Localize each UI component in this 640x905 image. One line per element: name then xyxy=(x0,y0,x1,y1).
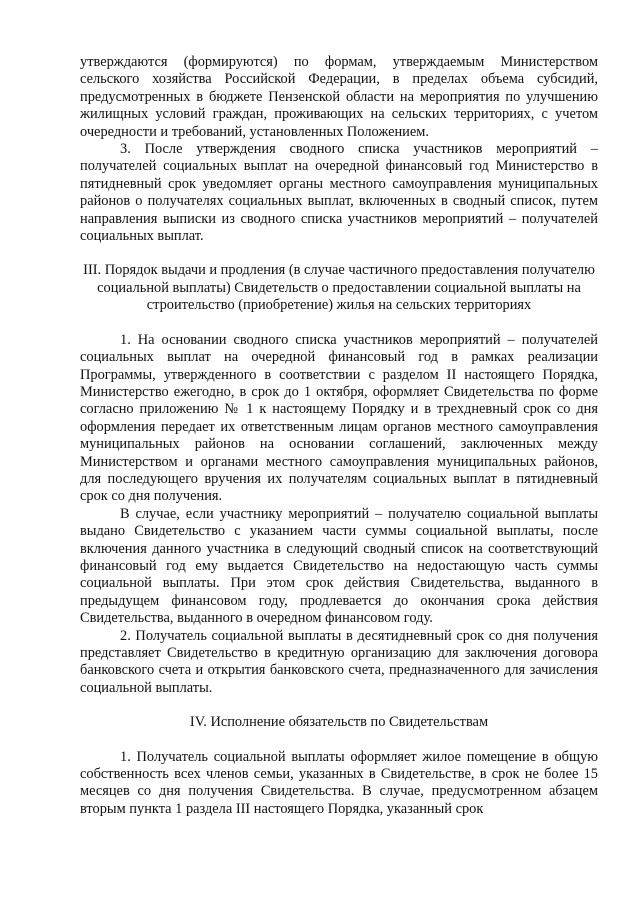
spacer xyxy=(80,315,598,332)
section-3-heading: III. Порядок выдачи и продления (в случае частичного предоставления получателю социальной выплаты) Свидетельств о предоставлении социальной выплаты на строительство (приобретение) жилья на сельских территориях xyxy=(83,262,595,314)
section-4-heading: IV. Исполнение обязательств по Свидетельствам xyxy=(189,714,489,731)
spacer xyxy=(80,697,598,714)
section-3-paragraph-1: 1. На основании сводного списка участников мероприятий – получателей социальных выплат на очередной финансовый год в рамках реализации Программы, утвержденного в соответствии с разделом II настоящего Порядка, Министерство ежегодно, в срок до 1 октября, оформляет Свидетельства по форме согласно приложению № 1 к настоящему Порядку и в трехдневный срок со дня оформления передает их ответственным лицам органов местного самоуправления муниципальных районов на основании соглашений, заключенных между Министерством и органами местного самоуправления муниципальных районов, для последующего вручения их получателям социальных выплат в пятидневный срок со дня получения. xyxy=(80,331,598,505)
section-3-paragraph-3: 2. Получатель социальной выплаты в десятидневный срок со дня получения представляет Свидетельство в кредитную организацию для заключения договора банковского счета и открытия банковского счета, предназначенного для зачисления социальной выплаты. xyxy=(80,627,598,696)
spacer xyxy=(80,732,598,749)
section-3-paragraph-2: В случае, если участнику мероприятий – получателю социальной выплаты выдано Свидетельство с указанием части суммы социальной выплаты, после включения данного участника в следующий сводный список на соответствующий финансовый год ему выдается Свидетельство на недостающую часть суммы социальной выплаты. При этом срок действия Свидетельства, выданного в предыдущем финансовом году, продлевается до окончания срока действия Свидетельства, выданного в очередном финансовом году. xyxy=(80,505,598,627)
section-4-paragraph-1: 1. Получатель социальной выплаты оформляет жилое помещение в общую собственность всех членов семьи, указанных в Свидетельстве, в срок не более 15 месяцев со дня получения Свидетельства. В случае, предусмотренном абзацем вторым пункта 1 раздела III настоящего Порядка, указанный срок xyxy=(80,748,598,817)
paragraph-continuation: утверждаются (формируются) по формам, утверждаемым Министерством сельского хозяйства Российской Федерации, в пределах объема субсидий, предусмотренных в бюджете Пензенской области на мероприятия по улучшению жилищных условий граждан, проживающих на сельских территориях, с учетом очередности и требований, установленных Положением. xyxy=(80,54,598,140)
paragraph-item-3: 3. После утверждения сводного списка участников мероприятий – получателей социальных выплат на очередной финансовый год Министерство в пятидневный срок уведомляет органы местного самоуправления муниципальных районов о получателях социальных выплат, включенных в сводный список, путем направления выписки из сводного списка участников мероприятий – получателей социальных выплат. xyxy=(80,141,598,245)
spacer xyxy=(80,245,598,262)
